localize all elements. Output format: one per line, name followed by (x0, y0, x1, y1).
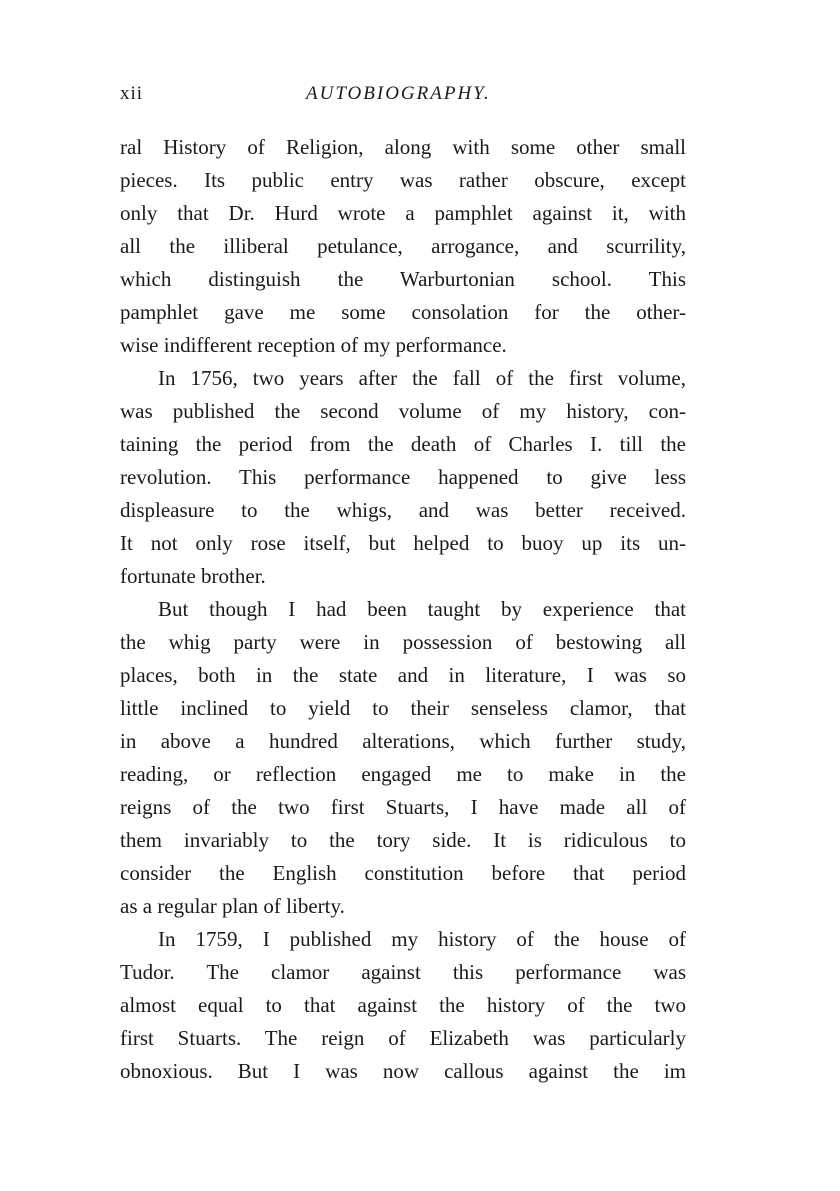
text-line: reigns of the two first Stuarts, I have made all of (120, 795, 686, 819)
text-line: was published the second volume of my history, con- (120, 399, 686, 423)
text-line: only that Dr. Hurd wrote a pamphlet against it, with (120, 201, 686, 225)
text-line: almost equal to that against the history of the two (120, 993, 686, 1017)
text-line: revolution. This performance happened to give less (120, 465, 686, 489)
text-line: obnoxious. But I was now callous against the im (120, 1059, 686, 1083)
running-title: AUTOBIOGRAPHY. (306, 83, 491, 104)
text-line: reading, or reflection engaged me to make in the (120, 762, 686, 786)
text-line: Tudor. The clamor against this performance was (120, 960, 686, 984)
text-line: pieces. Its public entry was rather obscure, except (120, 168, 686, 192)
text-line: consider the English constitution before that period (120, 861, 686, 885)
text-line: in above a hundred alterations, which further study, (120, 729, 686, 753)
text-line: In 1759, I published my history of the house of (158, 927, 686, 951)
page-number: xii (120, 83, 144, 104)
text-line: first Stuarts. The reign of Elizabeth was particularly (120, 1026, 686, 1050)
text-line: little inclined to yield to their senseless clamor, that (120, 696, 686, 720)
text-line: It not only rose itself, but helped to buoy up its un- (120, 531, 686, 555)
text-line: ral History of Religion, along with some other small (120, 135, 686, 159)
text-line: all the illiberal petulance, arrogance, and scurrility, (120, 234, 686, 258)
text-line: fortunate brother. (120, 564, 266, 588)
text-line: In 1756, two years after the fall of the first volume, (158, 366, 686, 390)
text-line: which distinguish the Warburtonian school. This (120, 267, 686, 291)
text-line: pamphlet gave me some consolation for the other- (120, 300, 686, 324)
text-line: But though I had been taught by experience that (158, 597, 686, 621)
text-line: places, both in the state and in literature, I was so (120, 663, 686, 687)
text-line: taining the period from the death of Charles I. till the (120, 432, 686, 456)
text-line: the whig party were in possession of bestowing all (120, 630, 686, 654)
text-line: wise indifferent reception of my performance. (120, 333, 507, 357)
text-line: as a regular plan of liberty. (120, 894, 345, 918)
body-text (120, 131, 686, 1088)
text-line: them invariably to the tory side. It is ridiculous to (120, 828, 686, 852)
text-line: displeasure to the whigs, and was better received. (120, 498, 686, 522)
running-head (120, 83, 688, 111)
